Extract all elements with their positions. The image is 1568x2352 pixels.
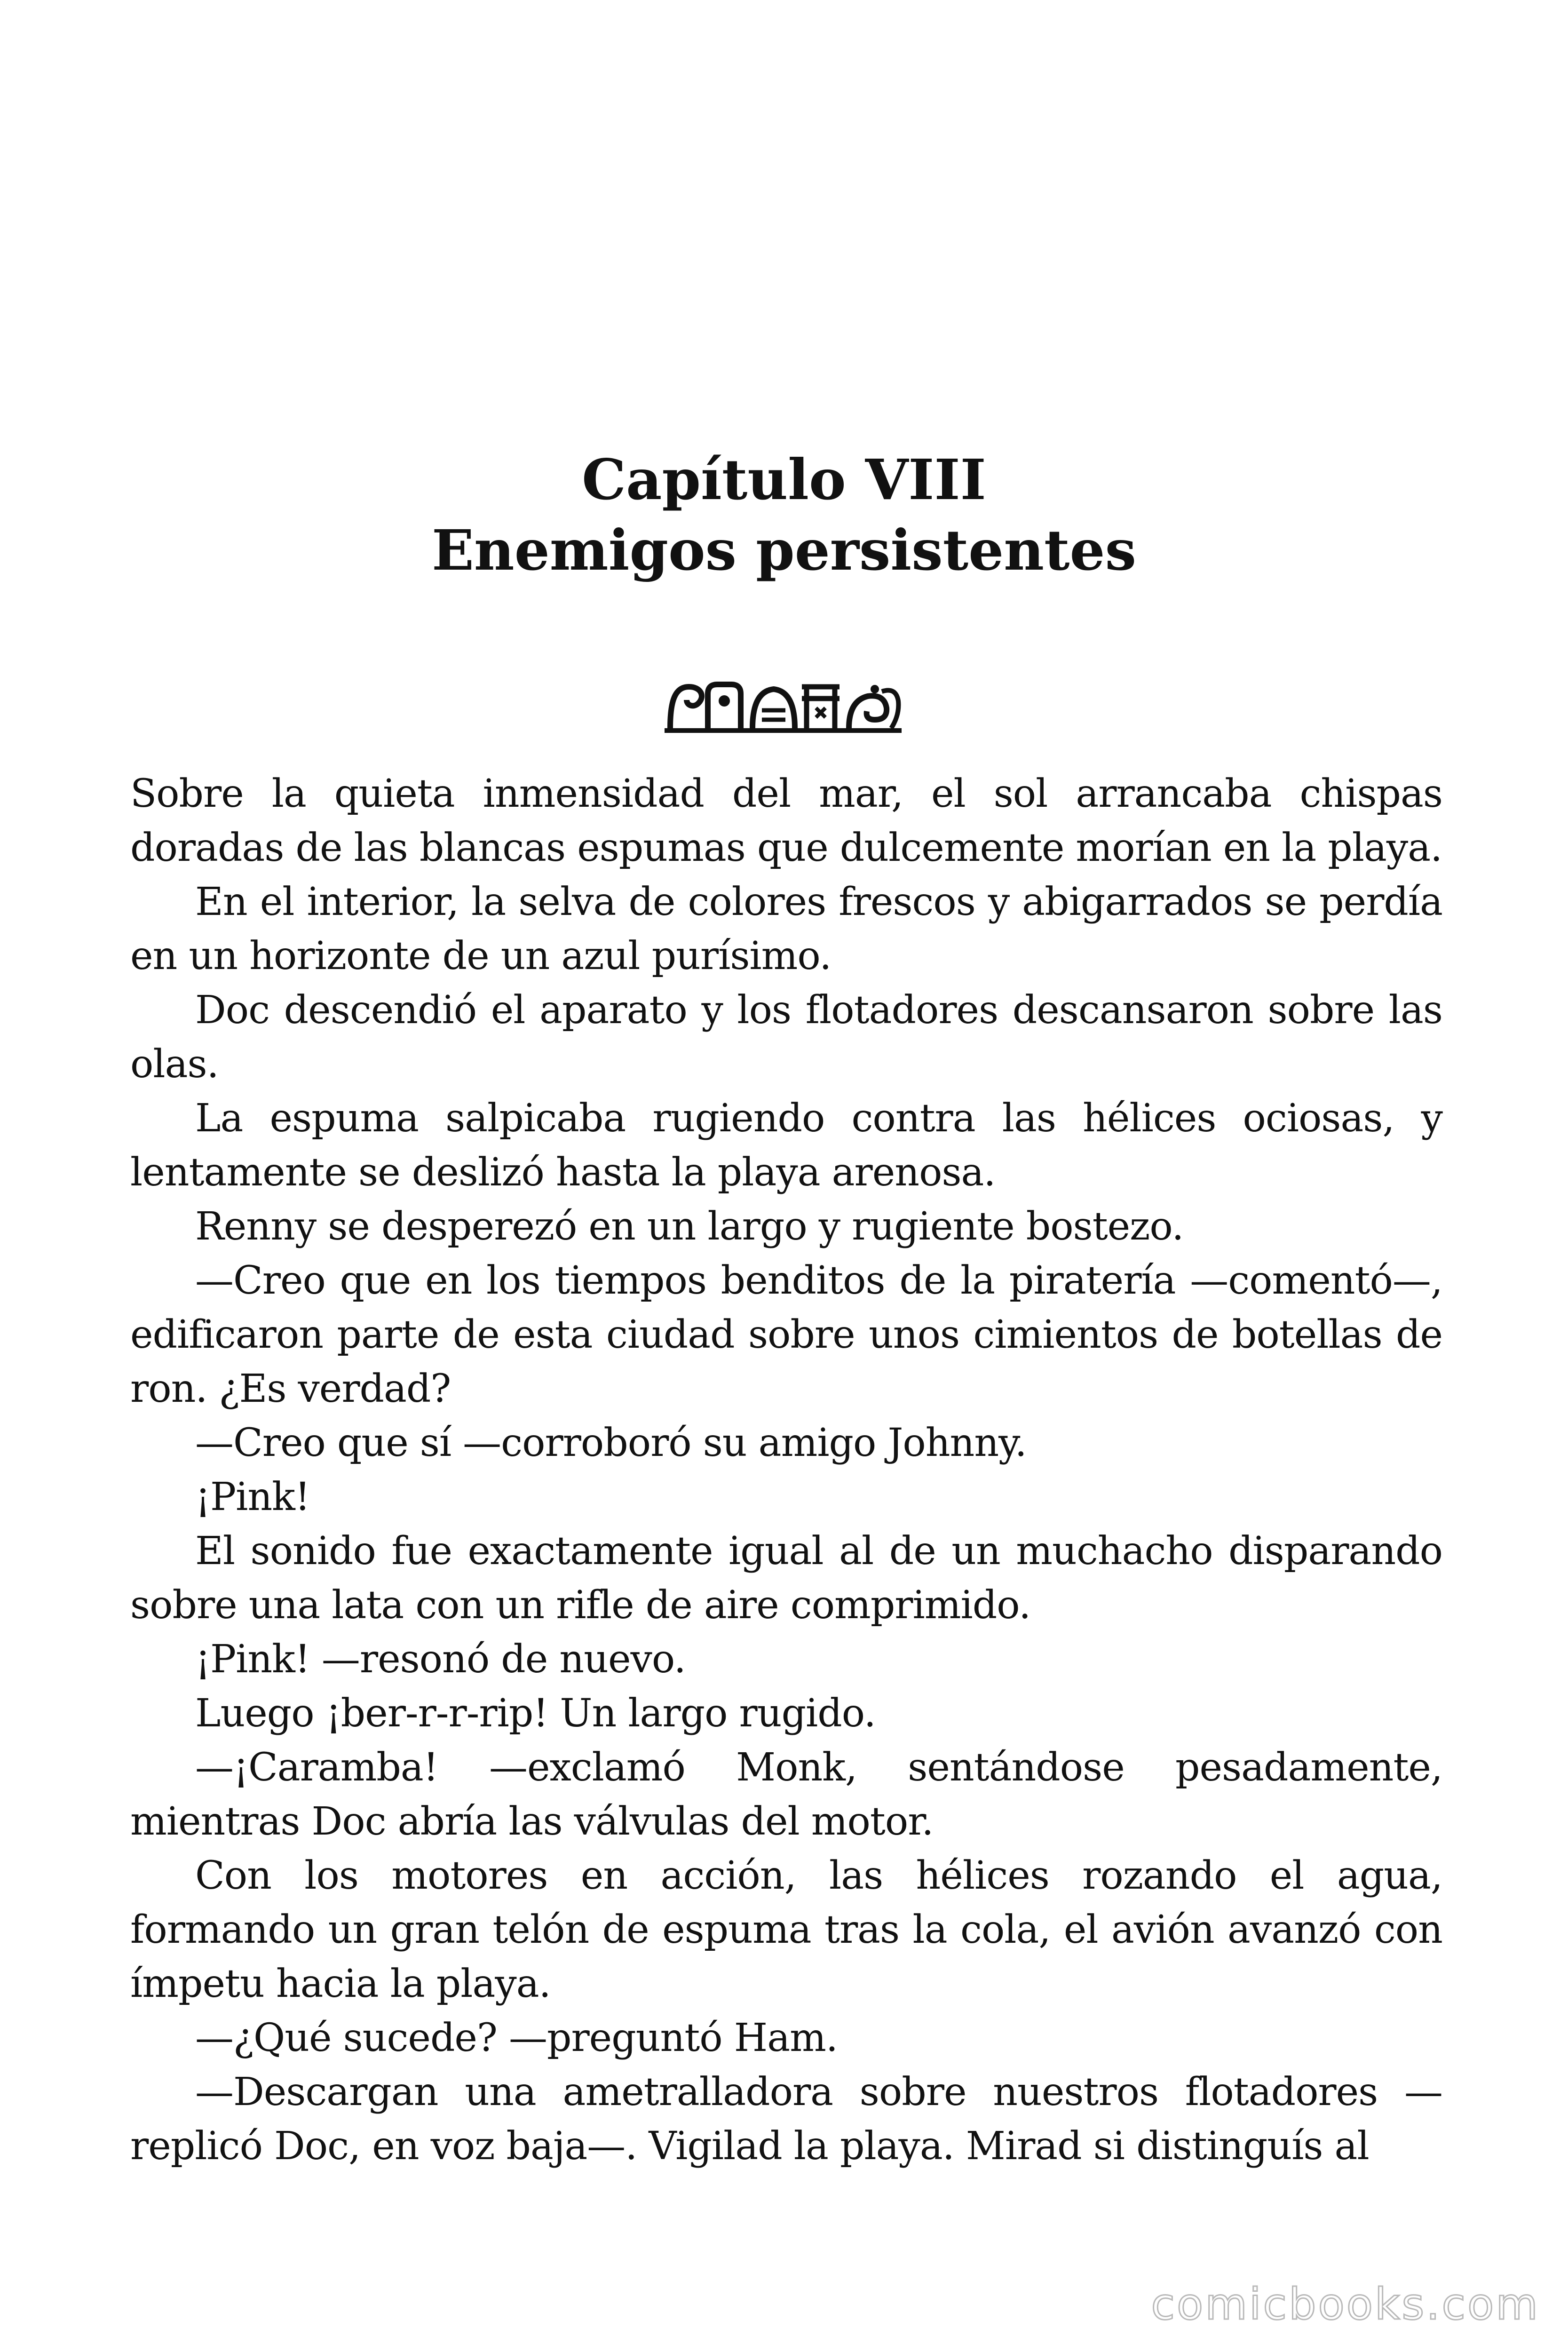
paragraph: ¡Pink!: [195, 1475, 310, 1519]
paragraph: En el interior, la selva de colores frescos y abigarrados se perdía en un horizonte de un azul purísimo.: [130, 880, 1442, 978]
paragraph: Renny se desperezó en un largo y rugiente bostezo.: [195, 1204, 1184, 1249]
paragraph: —¿Qué sucede? —preguntó Ham.: [195, 2016, 838, 2060]
aztec-glyph-ornament-icon: [661, 673, 905, 739]
paragraph: —Creo que sí —corroboró su amigo Johnny.: [195, 1421, 1027, 1465]
chapter-title: Enemigos persistentes: [431, 517, 1137, 583]
chapter-number: Capítulo VIII: [582, 447, 986, 512]
paragraph: Luego ¡ber-r-r-rip! Un largo rugido.: [195, 1691, 876, 1736]
paragraph: ¡Pink! —resonó de nuevo.: [195, 1637, 686, 1682]
paragraph: La espuma salpicaba rugiendo contra las hélices ociosas, y lentamente se deslizó hasta la playa arenosa.: [130, 1096, 1442, 1195]
paragraph: —¡Caramba! —exclamó Monk, sentándose pesadamente, mientras Doc abría las válvulas del motor.: [130, 1745, 1442, 1844]
paragraph: —Descargan una ametralladora sobre nuestros flotadores —replicó Doc, en voz baja—. Vigilad la playa. Mirad si distinguís al: [130, 2070, 1442, 2169]
chapter-heading: [0, 445, 1568, 586]
paragraph: —Creo que en los tiempos benditos de la piratería —comentó—, edificaron parte de esta ciudad sobre unos cimientos de botellas de ron. ¿Es verdad?: [130, 1258, 1442, 1411]
paragraph: Con los motores en acción, las hélices rozando el agua, formando un gran telón de espuma tras la cola, el avión avanzó con ímpetu hacia la playa.: [130, 1853, 1442, 2006]
watermark: comicbooks.com: [1151, 2279, 1540, 2329]
paragraph: Doc descendió el aparato y los flotadores descansaron sobre las olas.: [130, 988, 1442, 1087]
paragraph: Sobre la quieta inmensidad del mar, el sol arrancaba chispas doradas de las blancas espumas que dulcemente morían en la playa.: [130, 771, 1442, 870]
chapter-body: [130, 767, 1442, 2173]
paragraph: El sonido fue exactamente igual al de un muchacho disparando sobre una lata con un rifle de aire comprimido.: [130, 1529, 1442, 1628]
